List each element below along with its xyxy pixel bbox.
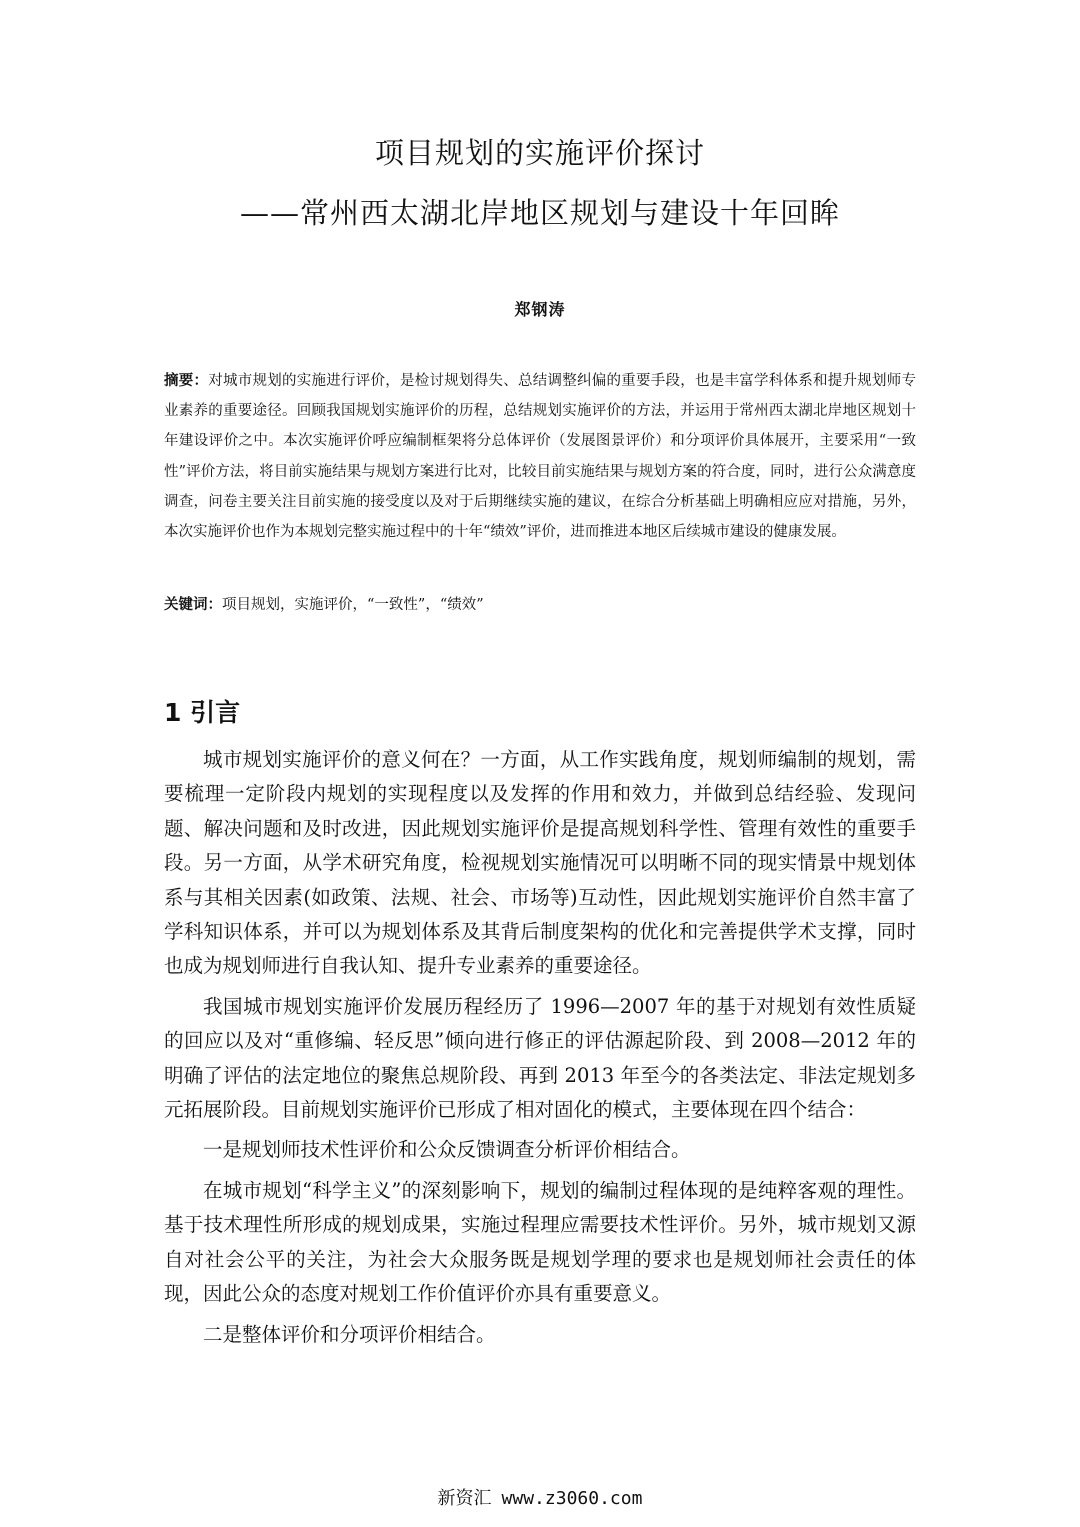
keywords-label: 关键词： xyxy=(164,596,222,613)
abstract xyxy=(164,366,916,547)
author-name: 郑钢涛 xyxy=(514,300,566,319)
paper-title: 项目规划的实施评价探讨 xyxy=(374,136,705,170)
paragraph: 二是整体评价和分项评价相结合。 xyxy=(203,1322,496,1346)
paragraph: 一是规划师技术性评价和公众反馈调查分析评价相结合。 xyxy=(203,1138,691,1162)
abstract-label: 摘要： xyxy=(164,372,209,389)
page-footer xyxy=(0,1484,1080,1510)
footer-url[interactable]: www.z3060.com xyxy=(501,1488,643,1509)
keywords-text: 项目规划，实施评价，“一致性”，“绩效” xyxy=(222,597,484,613)
section-body xyxy=(164,743,916,1358)
paragraph: 在城市规划“科学主义”的深刻影响下，规划的编制过程体现的是纯粹客观的理性。基于技术理性所形成的规划成果，实施过程理应需要技术性评价。另外，城市规划又源自对社会公平的关注，为社会大众服务既是规划学理的要求也是规划师社会责任的体现，因此公众的态度对规划工作价值评价亦具有重要意义。 xyxy=(164,1178,916,1306)
paragraph: 我国城市规划实施评价发展历程经历了 1996—2007 年的基于对规划有效性质疑的回应以及对“重修编、轻反思”倾向进行修正的评估源起阶段、到 2008—2012 年的明确了评估的法定地位的聚焦总规阶段、再到 2013 年至今的各类法定、非法定规划多元拓展阶段。目前规划实施评价已形成了相对固化的模式，主要体现在四个结合： xyxy=(164,994,916,1122)
keywords xyxy=(164,590,916,620)
abstract-text: 对城市规划的实施进行评价，是检讨规划得失、总结调整纠偏的重要手段，也是丰富学科体系和提升规划师专业素养的重要途径。回顾我国规划实施评价的历程，总结规划实施评价的方法，并运用于常州西太湖北岸地区规划十年建设评价之中。本次实施评价呼应编制框架将分总体评价（发展图景评价）和分项评价具体展开，主要采用“一致性”评价方法，将目前实施结果与规划方案进行比对，比较目前实施结果与规划方案的符合度，同时，进行公众满意度调查，问卷主要关注目前实施的接受度以及对于后期继续实施的建议，在综合分析基础上明确相应应对措施，另外，本次实施评价也作为本规划完整实施过程中的十年“绩效”评价，进而推进本地区后续城市建设的健康发展。 xyxy=(164,373,916,541)
paper-subtitle: ——常州西太湖北岸地区规划与建设十年回眸 xyxy=(239,196,840,230)
paragraph: 城市规划实施评价的意义何在？一方面，从工作实践角度，规划师编制的规划，需要梳理一定阶段内规划的实现程度以及发挥的作用和效力，并做到总结经验、发现问题、解决问题和及时改进，因此规划实施评价是提高规划科学性、管理有效性的重要手段。另一方面，从学术研究角度，检视规划实施情况可以明晰不同的现实情景中规划体系与其相关因素(如政策、法规、社会、市场等)互动性，因此规划实施评价自然丰富了学科知识体系，并可以为规划体系及其背后制度架构的优化和完善提供学术支撑，同时也成为规划师进行自我认知、提升专业素养的重要途径。 xyxy=(164,748,916,978)
section-heading-introduction: 1 引言 xyxy=(164,698,241,727)
footer-site-name: 新资汇 xyxy=(437,1488,492,1509)
